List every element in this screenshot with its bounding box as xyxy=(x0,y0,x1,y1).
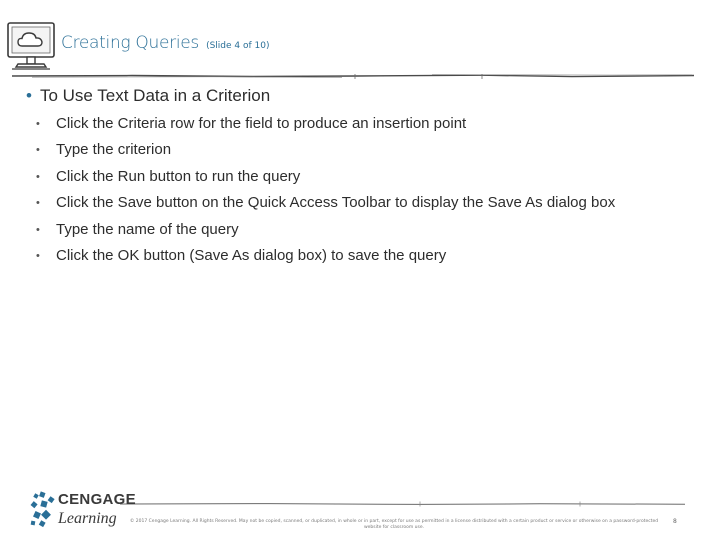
list-item-text: Type the criterion xyxy=(56,141,172,159)
main-bullet-text: To Use Text Data in a Criterion xyxy=(39,86,271,105)
list-item-text: Type the name of the query xyxy=(56,220,239,238)
slide-title-area xyxy=(61,33,270,53)
list-item xyxy=(36,245,615,271)
list-item xyxy=(36,139,615,165)
monitor-cloud-icon xyxy=(6,20,58,72)
list-item-text: Click the Criteria row for the field to produce an insertion point xyxy=(56,115,467,132)
copyright-notice: © 2017 Cengage Learning. All Rights Reserved. May not be copied, scanned, or duplicated, in whole or in part, except for use as permitted in a license distributed with a certain product or service or otherwise on a password-protected website for classroom use. xyxy=(129,519,659,530)
slide-subtitle: (Slide 4 of 10) xyxy=(206,41,270,51)
list-item-text: Click the OK button (Save As dialog box) to save the query xyxy=(56,246,447,264)
list-item xyxy=(36,192,615,218)
bullet-dot: • xyxy=(36,170,40,183)
bullet-dot: • xyxy=(36,144,40,157)
bullet-dot: • xyxy=(36,197,40,210)
page-number: 8 xyxy=(673,518,677,525)
list-item xyxy=(36,219,615,245)
slide-title: Creating Queries xyxy=(61,33,199,53)
list-item-text: Click the Save button on the Quick Access Toolbar to display the Save As dialog box xyxy=(56,194,616,212)
list-item xyxy=(36,113,615,139)
main-bullet xyxy=(26,86,270,106)
logo-name: CENGAGE xyxy=(58,491,136,508)
bullet-dot: • xyxy=(36,223,40,236)
sub-bullet-list xyxy=(36,113,615,271)
bullet-dot: • xyxy=(26,86,32,105)
footer-divider xyxy=(120,500,685,508)
logo-subtitle: Learning xyxy=(58,510,117,527)
list-item xyxy=(36,166,615,192)
list-item-text: Click the Run button to run the query xyxy=(56,167,301,185)
header-divider xyxy=(12,72,694,82)
bullet-dot: • xyxy=(36,249,40,262)
bullet-dot: • xyxy=(36,118,40,130)
